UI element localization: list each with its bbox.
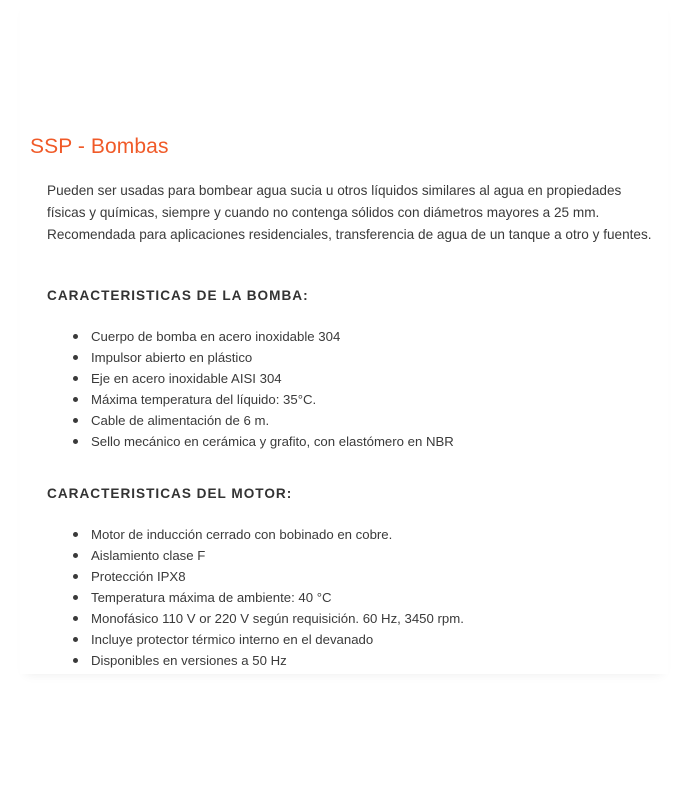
intro-paragraph: Pueden ser usadas para bombear agua sucia u otros líquidos similares al agua en propiedades físicas y químicas, siempre y cuando no contenga sólidos con diámetros mayores a 25 mm. Recomendada para aplicaciones residenciales, transferencia de agua de un tanque a otro y fuentes.	[47, 183, 652, 242]
bullet-icon	[73, 334, 78, 339]
bullet-icon	[73, 616, 78, 621]
bullet-icon	[73, 574, 78, 579]
list-item	[47, 587, 464, 608]
list-item-text: Aislamiento clase F	[91, 548, 206, 563]
list-item-text: Cable de alimentación de 6 m.	[91, 413, 270, 428]
list-item-text: Protección IPX8	[91, 569, 186, 584]
page-title: SSP - Bombas	[30, 135, 169, 158]
list-item-text: Motor de inducción cerrado con bobinado en cobre.	[91, 527, 393, 542]
bullet-icon	[73, 595, 78, 600]
list-item	[47, 326, 454, 347]
list-item	[47, 368, 454, 389]
list-item	[47, 389, 454, 410]
bullet-icon	[73, 439, 78, 444]
motor-features-list	[47, 524, 464, 671]
list-item	[47, 545, 464, 566]
list-item-text: Máxima temperatura del líquido: 35°C.	[91, 392, 317, 407]
list-item	[47, 410, 454, 431]
list-item	[47, 347, 454, 368]
list-item	[47, 566, 464, 587]
bullet-icon	[73, 376, 78, 381]
bullet-icon	[73, 553, 78, 558]
bullet-icon	[73, 355, 78, 360]
bullet-icon	[73, 637, 78, 642]
list-item	[47, 650, 464, 671]
bullet-icon	[73, 418, 78, 423]
bullet-icon	[73, 397, 78, 402]
pump-features-heading: CARACTERISTICAS DE LA BOMBA:	[47, 288, 309, 303]
list-item-text: Temperatura máxima de ambiente: 40 °C	[91, 590, 332, 605]
list-item-text: Disponibles en versiones a 50 Hz	[91, 653, 287, 668]
list-item-text: Cuerpo de bomba en acero inoxidable 304	[91, 329, 341, 344]
list-item-text: Sello mecánico en cerámica y grafito, con elastómero en NBR	[91, 434, 454, 449]
list-item-text: Monofásico 110 V or 220 V según requisición. 60 Hz, 3450 rpm.	[91, 611, 464, 626]
list-item	[47, 608, 464, 629]
list-item-text: Impulsor abierto en plástico	[91, 350, 253, 365]
list-item	[47, 431, 454, 452]
bullet-icon	[73, 532, 78, 537]
motor-features-heading: CARACTERISTICAS DEL MOTOR:	[47, 486, 293, 501]
pump-features-list	[47, 326, 454, 452]
bullet-icon	[73, 658, 78, 663]
list-item	[47, 524, 464, 545]
list-item-text: Eje en acero inoxidable AISI 304	[91, 371, 282, 386]
list-item-text: Incluye protector térmico interno en el devanado	[91, 632, 374, 647]
list-item	[47, 629, 464, 650]
